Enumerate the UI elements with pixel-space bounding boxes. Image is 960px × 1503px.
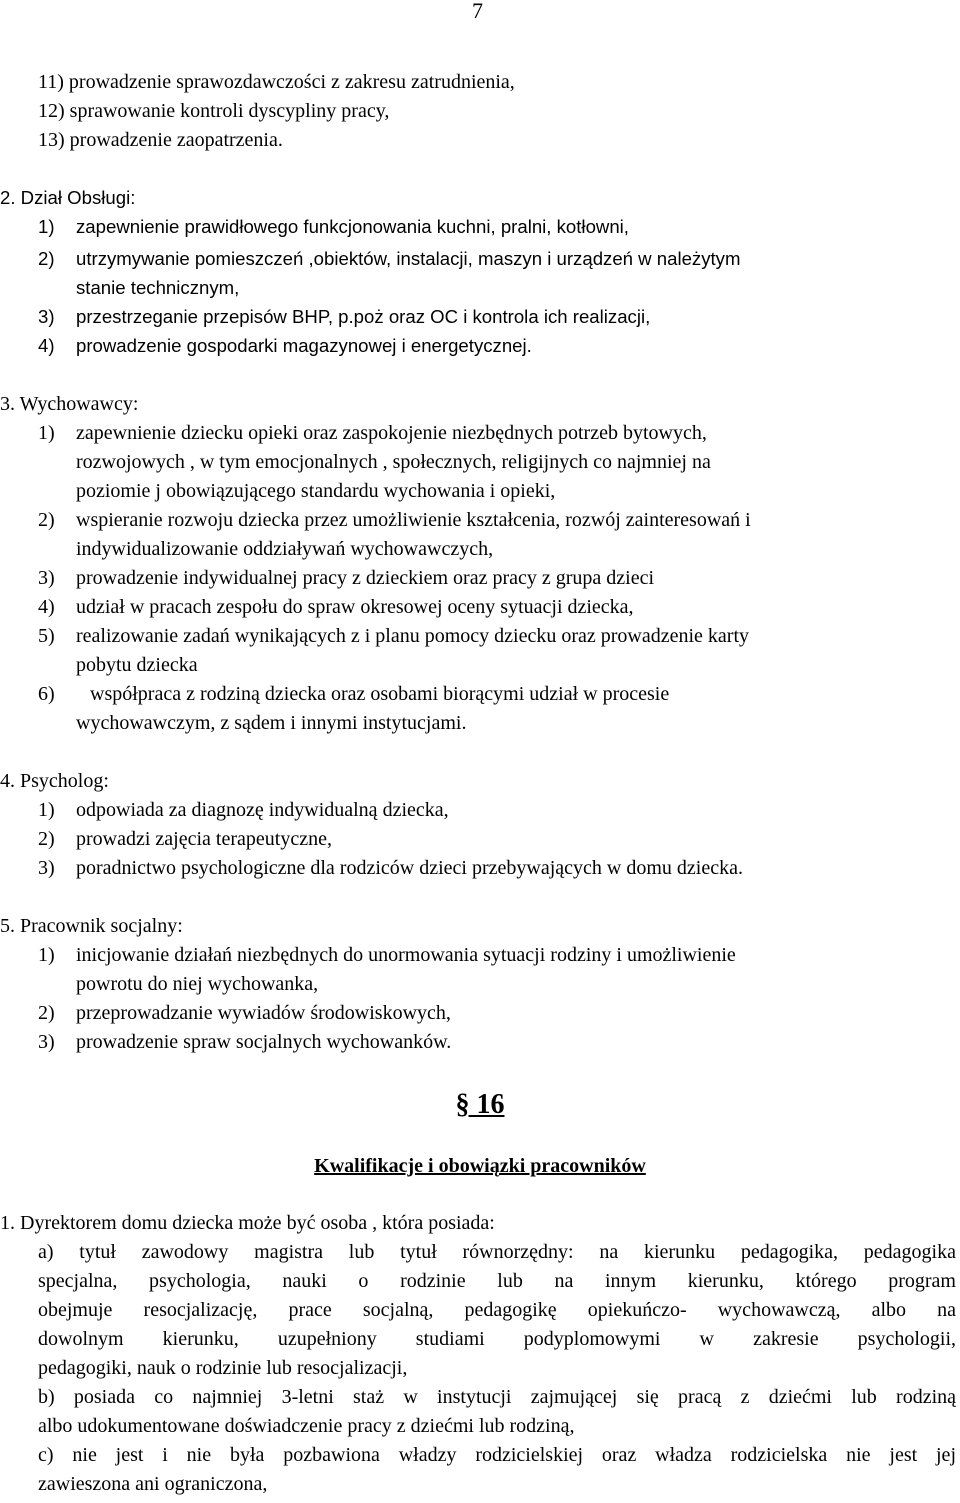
list-item: prowadzenie indywidualnej pracy z dzieckiem oraz pracy z grupa dzieci	[76, 567, 655, 589]
list-number: 1)	[38, 216, 55, 237]
qualification-b-line: b) posiada co najmniej 3-letni staż w instytucji zajmującej się pracą z dziećmi lub rodziną	[38, 1386, 956, 1408]
list-number: 3)	[38, 306, 55, 327]
list-item: prowadzi zajęcia terapeutyczne,	[76, 828, 332, 850]
list-item: prowadzenie gospodarki magazynowej i energetycznej.	[76, 335, 532, 356]
list-item-continuation: wychowawczym, z sądem i innymi instytucjami.	[76, 712, 467, 734]
list-item: współpraca z rodziną dziecka oraz osobami biorącymi udział w procesie	[90, 683, 670, 705]
list-item-continuation: stanie technicznym,	[76, 277, 240, 298]
paragraph-heading: Kwalifikacje i obowiązki pracowników	[314, 1155, 646, 1177]
list-item-continuation: indywidualizowanie oddziaływań wychowawczych,	[76, 538, 494, 560]
list-number: 2)	[38, 1002, 55, 1024]
list-number: 2)	[38, 828, 55, 850]
list-item: przestrzeganie przepisów BHP, p.poż oraz OC i kontrola ich realizacji,	[76, 306, 651, 327]
list-item-continuation: poziomie j obowiązującego standardu wychowania i opieki,	[76, 480, 556, 502]
section-title: 4. Psycholog:	[0, 770, 109, 792]
list-number: 3)	[38, 567, 55, 589]
list-item: realizowanie zadań wynikających z i planu pomocy dziecku oraz prowadzenie karty	[76, 625, 750, 647]
section-title: 5. Pracownik socjalny:	[0, 915, 183, 937]
qualification-a-line: dowolnym kierunku, uzupełniony studiami podyplomowymi w zakresie psychologii,	[38, 1328, 956, 1350]
qualification-b-line: albo udokumentowane doświadczenie pracy z dziećmi lub rodziną,	[38, 1415, 575, 1437]
list-number: 1)	[38, 422, 55, 444]
list-item: udział w pracach zespołu do spraw okresowej oceny sytuacji dziecka,	[76, 596, 634, 618]
list-number: 2)	[38, 509, 55, 531]
section-title: 2. Dział Obsługi:	[0, 187, 136, 208]
list-item: poradnictwo psychologiczne dla rodziców dzieci przebywających w domu dziecka.	[76, 857, 743, 879]
list-item: zapewnienie dziecku opieki oraz zaspokojenie niezbędnych potrzeb bytowych,	[76, 422, 707, 444]
list-item: 12) sprawowanie kontroli dyscypliny pracy,	[38, 100, 390, 122]
list-item: wspieranie rozwoju dziecka przez umożliwienie kształcenia, rozwój zainteresowań i	[76, 509, 751, 531]
list-item: inicjowanie działań niezbędnych do unormowania sytuacji rodziny i umożliwienie	[76, 944, 736, 966]
page-number: 7	[472, 0, 483, 23]
list-number: 1)	[38, 944, 55, 966]
list-item-continuation: powrotu do niej wychowanka,	[76, 973, 319, 995]
list-number: 2)	[38, 248, 55, 269]
list-item: 13) prowadzenie zaopatrzenia.	[38, 129, 283, 151]
list-item-continuation: rozwojowych , w tym emocjonalnych , społecznych, religijnych co najmniej na	[76, 451, 711, 473]
list-number: 3)	[38, 1031, 55, 1053]
list-item: utrzymywanie pomieszczeń ,obiektów, instalacji, maszyn i urządzeń w należytym	[76, 248, 741, 269]
list-number: 4)	[38, 335, 55, 356]
list-number: 5)	[38, 625, 55, 647]
list-number: 4)	[38, 596, 55, 618]
section-title: 3. Wychowawcy:	[0, 393, 139, 415]
list-item: odpowiada za diagnozę indywidualną dziecka,	[76, 799, 449, 821]
qualification-a-line: pedagogiki, nauk o rodzinie lub resocjalizacji,	[38, 1357, 408, 1379]
list-number: 1)	[38, 799, 55, 821]
qualification-a-line: specjalna, psychologia, nauki o rodzinie lub na innym kierunku, którego program	[38, 1270, 956, 1292]
list-item: zapewnienie prawidłowego funkcjonowania kuchni, pralni, kotłowni,	[76, 216, 629, 237]
list-item-continuation: pobytu dziecka	[76, 654, 198, 676]
list-item: 11) prowadzenie sprawozdawczości z zakresu zatrudnienia,	[38, 71, 515, 93]
qualification-a-line: obejmuje resocjalizację, prace socjalną, pedagogikę opiekuńczo- wychowawczą, albo na	[38, 1299, 956, 1321]
qualification-c-line: c) nie jest i nie była pozbawiona władzy rodzicielskiej oraz władza rodzicielska nie jest jej	[38, 1444, 956, 1466]
list-number: 6)	[38, 683, 55, 705]
paragraph-sign: § 16	[455, 1089, 505, 1120]
qualification-c-line: zawieszona ani ograniczona,	[38, 1473, 268, 1495]
list-item: prowadzenie spraw socjalnych wychowanków.	[76, 1031, 452, 1053]
list-number: 3)	[38, 857, 55, 879]
list-item: przeprowadzanie wywiadów środowiskowych,	[76, 1002, 451, 1024]
qualification-a-line: a) tytuł zawodowy magistra lub tytuł równorzędny: na kierunku pedagogika, pedagogika	[38, 1241, 956, 1263]
qualifications-intro: 1. Dyrektorem domu dziecka może być osoba , która posiada:	[0, 1212, 495, 1234]
